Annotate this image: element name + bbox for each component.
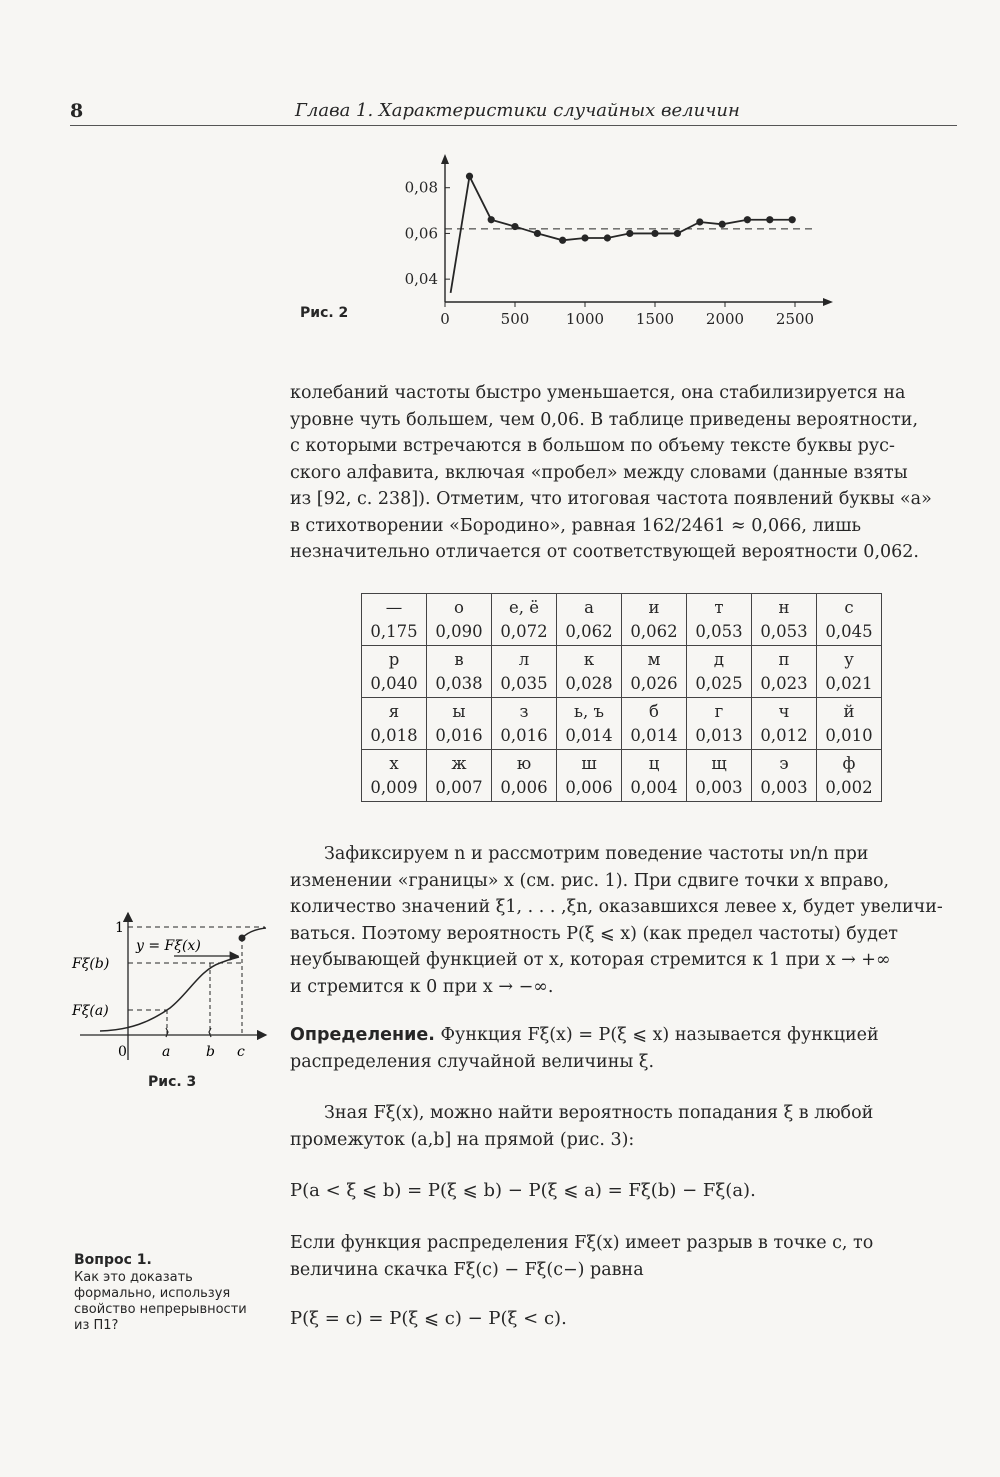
table-cell bbox=[492, 594, 557, 646]
probability: 0,026 bbox=[630, 673, 678, 693]
table-cell bbox=[752, 594, 817, 646]
paragraph-3 bbox=[290, 1100, 957, 1153]
letter: щ bbox=[711, 753, 727, 773]
data-point bbox=[766, 216, 773, 223]
letter: ь, ъ bbox=[574, 701, 604, 721]
table-cell bbox=[687, 646, 752, 698]
probability: 0,013 bbox=[695, 725, 743, 745]
probability: 0,038 bbox=[435, 673, 483, 693]
letter: э bbox=[779, 753, 789, 773]
figure3-diagram bbox=[70, 910, 280, 1070]
figure3-caption: Рис. 3 bbox=[148, 1074, 197, 1090]
formula-interval-probability: P(a < ξ ⩽ b) = P(ξ ⩽ b) − P(ξ ⩽ a) = Fξ(b) − Fξ(a). bbox=[290, 1180, 756, 1201]
probability: 0,018 bbox=[370, 725, 418, 745]
table-cell bbox=[622, 750, 687, 802]
question-line: свойство непрерывности bbox=[74, 1302, 247, 1317]
letter: ф bbox=[842, 753, 856, 773]
question-line: из П1? bbox=[74, 1318, 119, 1333]
probability: 0,025 bbox=[695, 673, 743, 693]
probability: 0,014 bbox=[630, 725, 678, 745]
probability: 0,007 bbox=[435, 777, 483, 797]
cdf-curve-after-jump bbox=[242, 928, 266, 938]
x-tick-label: 500 bbox=[500, 310, 530, 328]
chapter-title: Глава 1. Характеристики случайных величин bbox=[295, 100, 740, 121]
table-row bbox=[362, 646, 882, 698]
data-point bbox=[581, 234, 588, 241]
probability: 0,062 bbox=[565, 621, 613, 641]
letter: ч bbox=[778, 701, 790, 721]
table-cell bbox=[687, 698, 752, 750]
text-line: изменении «границы» x (см. рис. 1). При сдвиге точки x вправо, bbox=[290, 870, 890, 891]
letter: я bbox=[388, 701, 400, 721]
paragraph-1 bbox=[290, 380, 957, 566]
data-point bbox=[674, 230, 681, 237]
y-tick-label: 0,04 bbox=[404, 270, 438, 289]
x-tick-label: 2500 bbox=[775, 310, 815, 328]
text-line: из [92, с. 238]). Отметим, что итоговая частота появлений буквы «а» bbox=[290, 489, 932, 509]
text-line: величина скачка Fξ(c) − Fξ(c−) равна bbox=[290, 1259, 644, 1280]
text-line: количество значений ξ1, . . . ,ξn, оказавшихся левее x, будет увеличи- bbox=[290, 897, 943, 917]
probability: 0,072 bbox=[500, 621, 548, 641]
text-line: Зафиксируем n и рассмотрим поведение частоты νn/n при bbox=[324, 844, 869, 864]
probability: 0,040 bbox=[370, 673, 418, 693]
table-cell bbox=[557, 750, 622, 802]
x-label-a: a bbox=[162, 1044, 171, 1060]
x-tick-label: 1500 bbox=[635, 310, 675, 328]
letter: ж bbox=[451, 753, 467, 773]
y-tick-label: 0,08 bbox=[404, 178, 438, 197]
table-cell bbox=[752, 698, 817, 750]
letter: у bbox=[844, 649, 854, 669]
letter: х bbox=[389, 753, 399, 773]
probability: 0,003 bbox=[760, 777, 808, 797]
probability: 0,053 bbox=[695, 621, 743, 641]
jump-point bbox=[239, 935, 246, 942]
probability: 0,002 bbox=[825, 777, 873, 797]
definition-line-2: распределения случайной величины ξ. bbox=[290, 1051, 655, 1072]
probability: 0,028 bbox=[565, 673, 613, 693]
paragraph-4 bbox=[290, 1230, 957, 1283]
letter-frequency-table bbox=[361, 593, 882, 802]
probability: 0,023 bbox=[760, 673, 808, 693]
x-tick-label: 2000 bbox=[705, 310, 745, 328]
cdf-curve bbox=[100, 957, 239, 1031]
text-line: промежуток (a,b] на прямой (рис. 3): bbox=[290, 1129, 635, 1150]
probability: 0,045 bbox=[825, 621, 873, 641]
data-point bbox=[488, 216, 495, 223]
table-cell bbox=[557, 698, 622, 750]
data-point bbox=[559, 237, 566, 244]
letter: ю bbox=[516, 753, 532, 773]
table-cell bbox=[752, 646, 817, 698]
table-cell bbox=[817, 750, 882, 802]
table-cell bbox=[492, 750, 557, 802]
question-text bbox=[74, 1270, 264, 1334]
letter: о bbox=[454, 597, 464, 617]
table-cell bbox=[687, 594, 752, 646]
probability: 0,053 bbox=[760, 621, 808, 641]
letter: н bbox=[778, 597, 790, 617]
data-point bbox=[626, 230, 633, 237]
text-line: с которыми встречаются в большом по объему тексте буквы рус- bbox=[290, 436, 895, 456]
probability: 0,010 bbox=[825, 725, 873, 745]
letter: т bbox=[714, 597, 724, 617]
x-label-c: c bbox=[237, 1044, 245, 1060]
x-label-b: b bbox=[206, 1044, 215, 1060]
probability: 0,006 bbox=[500, 777, 548, 797]
letter: л bbox=[518, 649, 530, 669]
data-point bbox=[719, 221, 726, 228]
letter: й bbox=[843, 701, 855, 721]
probability: 0,090 bbox=[435, 621, 483, 641]
interval-brackets bbox=[166, 1028, 211, 1037]
letter: д bbox=[713, 649, 725, 669]
frequency-series-line bbox=[451, 176, 793, 293]
x-label-0: 0 bbox=[118, 1044, 127, 1060]
table-row bbox=[362, 594, 882, 646]
paragraph-2 bbox=[290, 841, 957, 1000]
question-line: Как это доказать bbox=[74, 1270, 193, 1285]
table-cell bbox=[817, 698, 882, 750]
definition-line-1 bbox=[290, 1022, 957, 1049]
letter: г bbox=[714, 701, 724, 721]
question-title: Вопрос 1. bbox=[74, 1252, 152, 1268]
data-point bbox=[744, 216, 751, 223]
definition-block bbox=[290, 1022, 957, 1075]
text-line: ваться. Поэтому вероятность P(ξ ⩽ x) (как предел частоты) будет bbox=[290, 923, 898, 944]
x-axis-arrow bbox=[823, 298, 833, 306]
probability: 0,175 bbox=[370, 621, 418, 641]
letter: а bbox=[584, 597, 594, 617]
table-cell bbox=[362, 698, 427, 750]
probability: 0,016 bbox=[435, 725, 483, 745]
letter: р bbox=[388, 649, 400, 669]
probability: 0,014 bbox=[565, 725, 613, 745]
table-cell bbox=[362, 594, 427, 646]
curve-label: y = Fξ(x) bbox=[136, 938, 201, 954]
table-cell bbox=[492, 646, 557, 698]
data-point bbox=[534, 230, 541, 237]
table-cell bbox=[557, 646, 622, 698]
fb-label: Fξ(b) bbox=[72, 956, 110, 972]
text-line: неубывающей функцией от x, которая стремится к 1 при x → +∞ bbox=[290, 950, 891, 970]
figure2-caption: Рис. 2 bbox=[300, 305, 349, 321]
letter: е, ё bbox=[508, 597, 540, 617]
letter: з bbox=[519, 701, 529, 721]
letter: б bbox=[649, 701, 659, 721]
probability: 0,009 bbox=[370, 777, 418, 797]
table-cell bbox=[817, 646, 882, 698]
table-cell bbox=[687, 750, 752, 802]
header-rule bbox=[70, 125, 957, 126]
table-cell bbox=[622, 646, 687, 698]
letter: м bbox=[647, 649, 661, 669]
table-cell bbox=[752, 750, 817, 802]
table-cell bbox=[427, 646, 492, 698]
letter: к bbox=[583, 649, 595, 669]
probability: 0,016 bbox=[500, 725, 548, 745]
table-cell bbox=[492, 698, 557, 750]
table-cell bbox=[427, 750, 492, 802]
data-point bbox=[696, 218, 703, 225]
data-point bbox=[511, 223, 518, 230]
y-axis-arrow bbox=[441, 154, 449, 164]
x-tick-label: 0 bbox=[440, 310, 450, 328]
table-cell bbox=[557, 594, 622, 646]
text-line: Если функция распределения Fξ(x) имеет разрыв в точке c, то bbox=[290, 1233, 874, 1253]
formula-jump-probability: P(ξ = c) = P(ξ ⩽ c) − P(ξ < c). bbox=[290, 1308, 567, 1329]
data-point bbox=[604, 234, 611, 241]
table-cell bbox=[622, 594, 687, 646]
table-cell bbox=[622, 698, 687, 750]
x-tick-label: 1000 bbox=[565, 310, 605, 328]
text-line: Зная Fξ(x), можно найти вероятность попадания ξ в любой bbox=[324, 1103, 874, 1123]
data-point bbox=[466, 173, 473, 180]
text-line: ского алфавита, включая «пробел» между словами (данные взяты bbox=[290, 462, 908, 483]
letter: — bbox=[385, 597, 403, 617]
probability: 0,004 bbox=[630, 777, 678, 797]
probability: 0,021 bbox=[825, 673, 873, 693]
probability: 0,062 bbox=[630, 621, 678, 641]
question-line: формально, используя bbox=[74, 1286, 231, 1301]
table-cell bbox=[362, 750, 427, 802]
probability: 0,003 bbox=[695, 777, 743, 797]
text-line: в стихотворении «Бородино», равная 162/2461 ≈ 0,066, лишь bbox=[290, 515, 862, 536]
probability: 0,006 bbox=[565, 777, 613, 797]
text-line: и стремится к 0 при x → −∞. bbox=[290, 976, 554, 997]
letter: и bbox=[648, 597, 660, 617]
table-row bbox=[362, 750, 882, 802]
letter: в bbox=[454, 649, 464, 669]
data-point bbox=[651, 230, 658, 237]
letter: ц bbox=[648, 753, 660, 773]
letter: с bbox=[844, 597, 854, 617]
definition-text: Функция Fξ(x) = P(ξ ⩽ x) называется функцией bbox=[440, 1025, 879, 1045]
table-cell bbox=[362, 646, 427, 698]
letter: ы bbox=[452, 701, 466, 721]
table-cell bbox=[427, 594, 492, 646]
probability: 0,012 bbox=[760, 725, 808, 745]
text-line: колебаний частоты быстро уменьшается, она стабилизируется на bbox=[290, 383, 906, 403]
text-line: незначительно отличается от соответствующей вероятности 0,062. bbox=[290, 542, 919, 562]
table-cell bbox=[817, 594, 882, 646]
page-number: 8 bbox=[70, 100, 84, 122]
y-one-label: 1 bbox=[115, 920, 124, 936]
definition-label: Определение. bbox=[290, 1025, 435, 1045]
letter: ш bbox=[581, 753, 597, 773]
figure2-chart bbox=[390, 150, 840, 335]
table-cell bbox=[427, 698, 492, 750]
data-point bbox=[789, 216, 796, 223]
text-line: уровне чуть большем, чем 0,06. В таблице приведены вероятности, bbox=[290, 409, 919, 430]
table-row bbox=[362, 698, 882, 750]
letter: п bbox=[778, 649, 790, 669]
y-tick-label: 0,06 bbox=[404, 224, 438, 243]
probability: 0,035 bbox=[500, 673, 548, 693]
fa-label: Fξ(a) bbox=[72, 1003, 109, 1019]
